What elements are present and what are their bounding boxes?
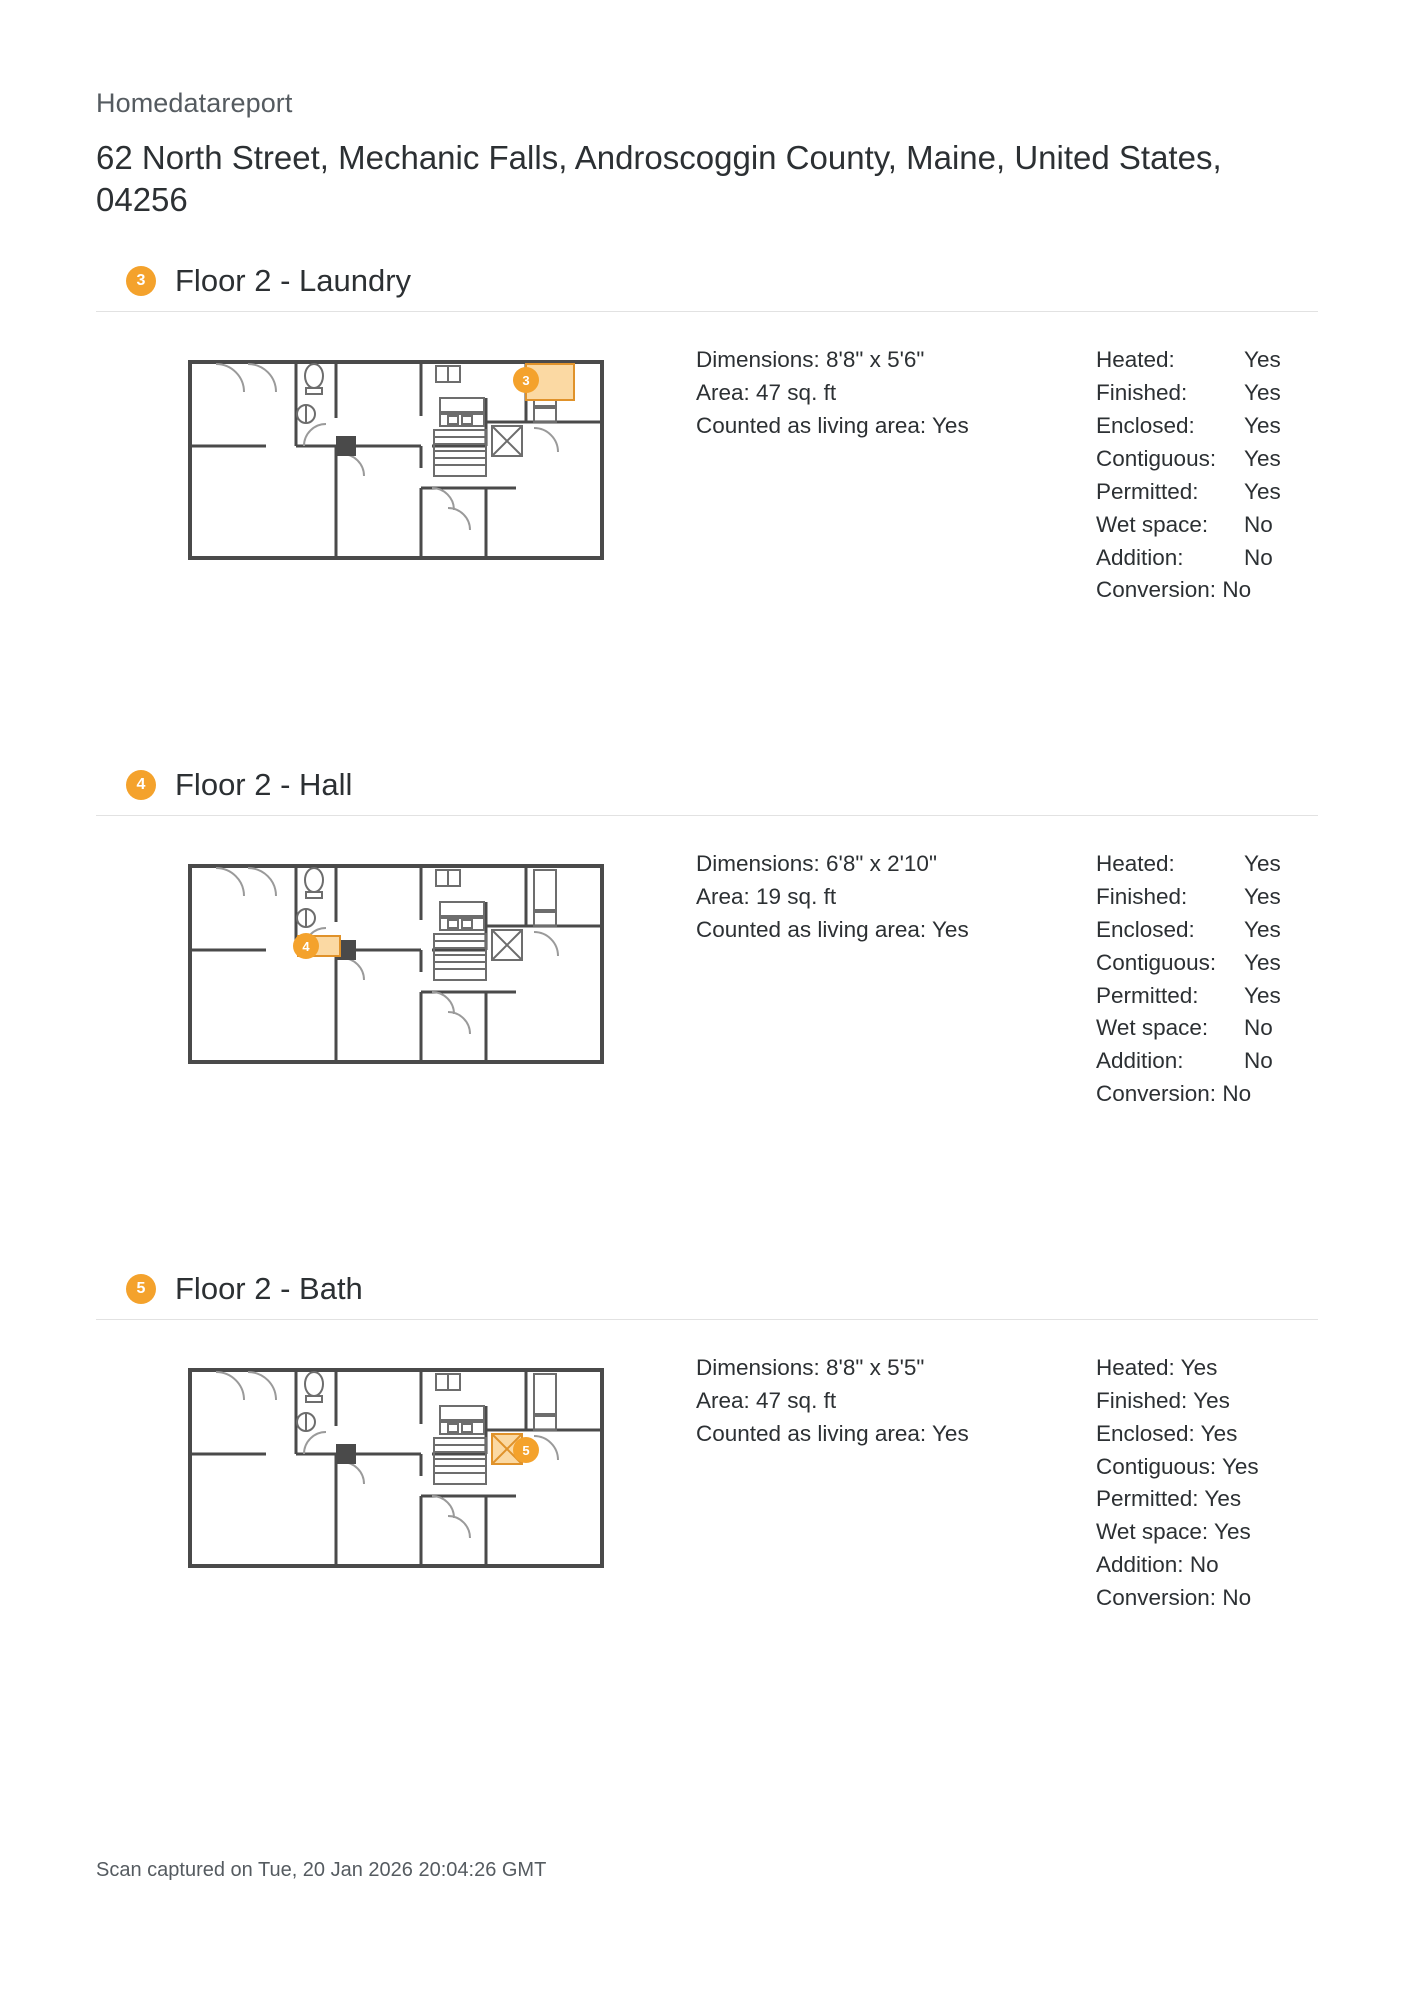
spec-dimensions: Dimensions: 8'8" x 5'5" xyxy=(696,1354,925,1380)
room-section xyxy=(96,1271,1318,1615)
attr-label: Contiguous: xyxy=(1096,1453,1217,1479)
floorplan-wrapper xyxy=(96,1344,696,1571)
section-header xyxy=(96,263,1318,299)
attr-label: Addition: xyxy=(1096,544,1184,570)
attr-value: Yes xyxy=(1204,1486,1242,1512)
attr-value: Yes xyxy=(1244,982,1281,1008)
room-specs xyxy=(696,1344,1096,1451)
section-header xyxy=(96,767,1318,803)
section-title: Floor 2 - Hall xyxy=(175,767,353,803)
attr-label: Heated: xyxy=(1096,347,1175,373)
attr-label: Wet space: xyxy=(1096,511,1209,537)
section-title: Floor 2 - Laundry xyxy=(175,263,412,299)
attr-value: Yes xyxy=(1244,380,1281,406)
attr-label: Contiguous: xyxy=(1096,949,1217,975)
attr-label: Enclosed: xyxy=(1096,413,1195,439)
attr-value: No xyxy=(1244,1048,1273,1074)
attr-value: Yes xyxy=(1244,478,1281,504)
attr-value: No xyxy=(1244,544,1273,570)
attr-heated xyxy=(1096,344,1318,377)
section-header xyxy=(96,1271,1318,1307)
attr-value: No xyxy=(1222,1584,1252,1610)
attr-contiguous xyxy=(1096,443,1318,476)
marker-label-3: 3 xyxy=(522,373,530,389)
attr-enclosed xyxy=(1096,914,1318,947)
section-spacer xyxy=(96,1121,1318,1271)
attr-addition xyxy=(1096,1045,1318,1078)
scan-timestamp: Scan captured on Tue, 20 Jan 2026 20:04:26 GMT xyxy=(96,1859,547,1881)
attr-label: Contiguous: xyxy=(1096,446,1217,471)
spec-dimensions: Dimensions: 8'8" x 5'6" xyxy=(696,347,925,373)
room-attributes xyxy=(1096,840,1318,1111)
attr-value: Yes xyxy=(1193,1387,1230,1413)
section-spacer xyxy=(96,617,1318,767)
attr-value: Yes xyxy=(1244,446,1281,471)
room-badge: 5 xyxy=(126,1274,156,1304)
spec-area: Area: 47 sq. ft xyxy=(696,1387,837,1413)
room-section xyxy=(96,263,1318,607)
attr-label: Permitted: xyxy=(1096,1486,1199,1512)
attr-permitted xyxy=(1096,476,1318,509)
section-body xyxy=(96,1320,1318,1615)
attr-finished xyxy=(1096,1385,1318,1418)
attr-contiguous xyxy=(1096,1451,1318,1484)
spec-living-area: Counted as living area: Yes xyxy=(696,916,969,942)
floorplan-diagram xyxy=(186,862,606,1067)
attr-label: Wet space: xyxy=(1096,1519,1209,1545)
attr-label: Enclosed: xyxy=(1096,1420,1195,1446)
brand-name: Homedatareport xyxy=(96,88,293,118)
attr-value: No xyxy=(1222,1081,1252,1107)
spec-living-area: Counted as living area: Yes xyxy=(696,413,969,439)
section-body xyxy=(96,816,1318,1111)
attr-conversion xyxy=(1096,574,1318,607)
attr-label: Enclosed: xyxy=(1096,916,1195,942)
attr-value: Yes xyxy=(1214,1519,1251,1545)
attr-value: No xyxy=(1244,511,1273,537)
attr-finished xyxy=(1096,881,1318,914)
attr-label: Conversion: xyxy=(1096,577,1217,603)
marker-label-4: 4 xyxy=(302,939,310,955)
attr-value: Yes xyxy=(1180,1354,1218,1380)
attr-value: Yes xyxy=(1221,1453,1259,1479)
attr-conversion xyxy=(1096,1078,1318,1111)
attr-label: Heated: xyxy=(1096,1354,1175,1380)
property-address: 62 North Street, Mechanic Falls, Androscoggin County, Maine, United States, 04256 xyxy=(96,139,1222,219)
attr-value: No xyxy=(1189,1552,1219,1578)
attr-value: No xyxy=(1244,1015,1273,1041)
room-attributes xyxy=(1096,1344,1318,1615)
attr-label: Addition: xyxy=(1096,1048,1184,1074)
marker-label-5: 5 xyxy=(522,1442,530,1458)
attr-label: Finished: xyxy=(1096,884,1188,910)
attr-label: Conversion: xyxy=(1096,1584,1217,1610)
attr-heated xyxy=(1096,1352,1318,1385)
attr-value: Yes xyxy=(1244,884,1281,910)
attr-contiguous xyxy=(1096,947,1318,980)
section-body xyxy=(96,312,1318,607)
attr-value: Yes xyxy=(1244,949,1281,975)
spec-area: Area: 47 sq. ft xyxy=(696,380,837,406)
room-badge: 4 xyxy=(126,770,156,800)
attr-label: Heated: xyxy=(1096,851,1175,877)
attr-addition xyxy=(1096,542,1318,575)
floorplan-wrapper xyxy=(96,840,696,1067)
attr-value: Yes xyxy=(1244,851,1281,877)
attr-finished xyxy=(1096,377,1318,410)
attr-label: Permitted: xyxy=(1096,982,1199,1008)
attr-permitted xyxy=(1096,1483,1318,1516)
attr-wet-space xyxy=(1096,509,1318,542)
attr-label: Finished: xyxy=(1096,1387,1188,1413)
spec-dimensions: Dimensions: 6'8" x 2'10" xyxy=(696,851,937,877)
floorplan-wrapper xyxy=(96,336,696,563)
attr-permitted xyxy=(1096,980,1318,1013)
attr-enclosed xyxy=(1096,1418,1318,1451)
attr-label: Conversion: xyxy=(1096,1081,1217,1107)
attr-wet-space xyxy=(1096,1516,1318,1549)
attr-enclosed xyxy=(1096,410,1318,443)
floorplan-diagram xyxy=(186,1366,606,1571)
floorplan-diagram xyxy=(186,358,606,563)
attr-label: Finished: xyxy=(1096,380,1188,406)
attr-addition xyxy=(1096,1549,1318,1582)
room-specs xyxy=(696,336,1096,443)
attr-label: Permitted: xyxy=(1096,478,1199,504)
attr-value: Yes xyxy=(1244,916,1281,942)
attr-label: Addition: xyxy=(1096,1552,1184,1578)
attr-conversion xyxy=(1096,1582,1318,1615)
attr-value: Yes xyxy=(1244,413,1281,439)
attr-label: Wet space: xyxy=(1096,1015,1209,1041)
attr-value: Yes xyxy=(1200,1420,1238,1446)
attr-value: No xyxy=(1222,577,1252,603)
attr-heated xyxy=(1096,848,1318,881)
room-specs xyxy=(696,840,1096,947)
spec-area: Area: 19 sq. ft xyxy=(696,884,837,910)
section-title: Floor 2 - Bath xyxy=(175,1270,363,1306)
room-attributes xyxy=(1096,336,1318,607)
attr-value: Yes xyxy=(1244,347,1281,373)
room-badge: 3 xyxy=(126,266,156,296)
spec-living-area: Counted as living area: Yes xyxy=(696,1420,969,1446)
room-section xyxy=(96,767,1318,1111)
attr-wet-space xyxy=(1096,1012,1318,1045)
